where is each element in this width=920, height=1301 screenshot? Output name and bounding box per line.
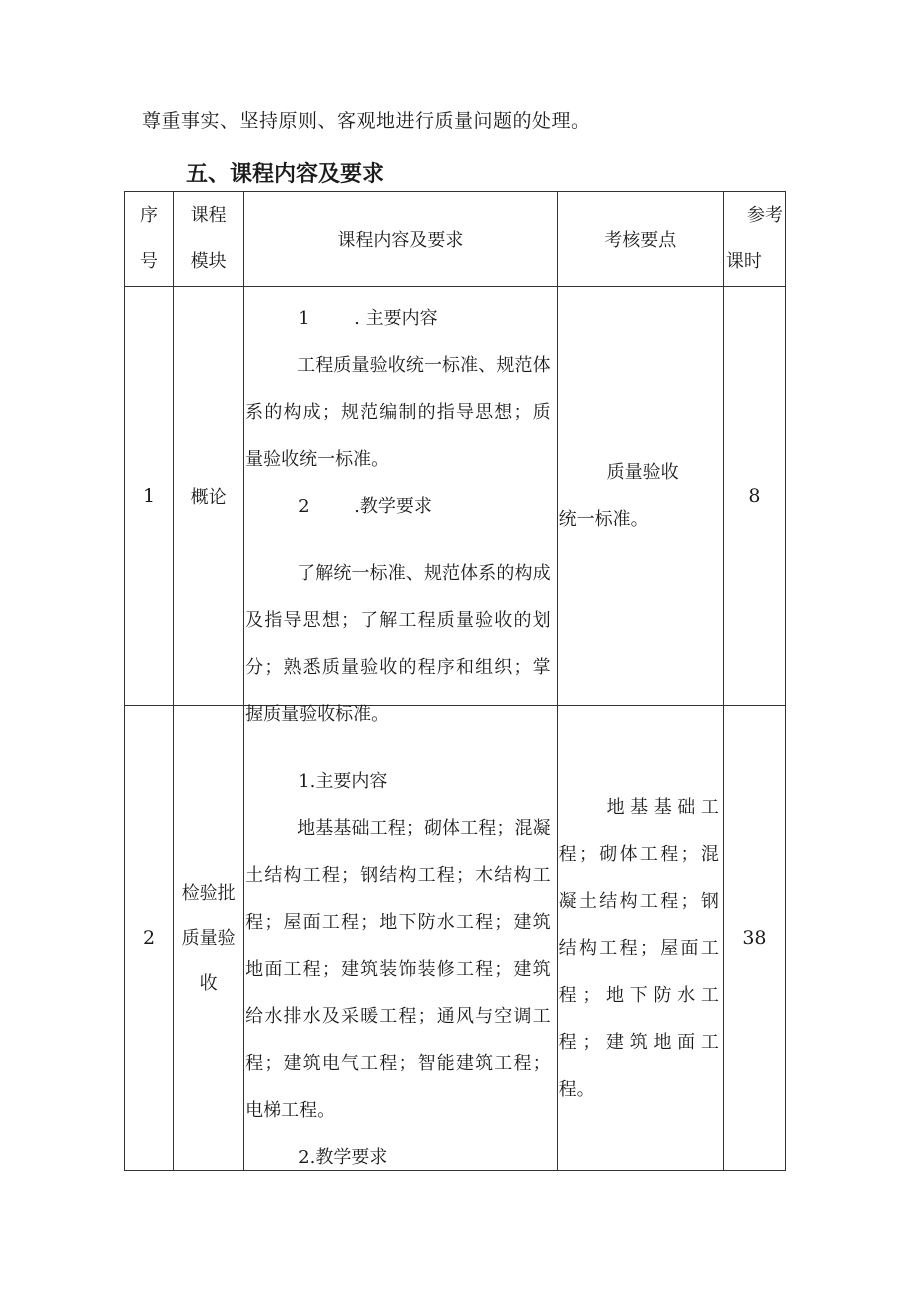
module-line1: 检验批 — [181, 882, 236, 904]
content-subheading-num: 1 — [298, 308, 310, 329]
course-table — [124, 191, 786, 1171]
content-paragraph: 工程质量验收统一标准、规范体系的构成；规范编制的指导思想；质量验收统一标准。 — [245, 355, 551, 470]
header-no — [125, 192, 174, 287]
content-subheading: 1.主要内容 — [298, 771, 388, 792]
header-module-line2: 模块 — [190, 251, 227, 272]
table-header-row — [125, 192, 786, 287]
content-subheading: 2.教学要求 — [298, 1147, 388, 1168]
key-points-line2: 统一标准。 — [558, 509, 649, 530]
row-module — [174, 706, 244, 1171]
header-key-points: 考核要点 — [557, 192, 723, 287]
key-points-text: 地基基础工程；砌体工程；混凝土结构工程；钢结构工程；屋面工程；地下防水工程；建筑地面工程。 — [558, 797, 719, 1100]
row-no: 2 — [125, 706, 174, 1171]
intro-text: 尊重事实、坚持原则、客观地进行质量问题的处理。 — [142, 110, 591, 132]
table-row — [125, 287, 786, 706]
section-title: 五、课程内容及要求 — [186, 162, 385, 187]
module-line2: 质量验 — [181, 927, 236, 949]
header-content: 课程内容及要求 — [244, 192, 557, 287]
content-subheading — [244, 295, 556, 342]
row-hours: 8 — [723, 287, 785, 706]
module-line3: 收 — [199, 972, 218, 994]
header-hours-line1: 参考 — [747, 205, 783, 226]
content-subheading — [244, 483, 556, 530]
key-points-line1: 质量验收 — [606, 462, 679, 483]
content-subheading-num: 2 — [298, 496, 310, 517]
header-no-line1: 序 — [140, 205, 159, 226]
header-module-line1: 课程 — [190, 205, 227, 226]
row-module: 概论 — [174, 287, 244, 706]
row-key-points — [557, 287, 723, 706]
header-hours — [723, 192, 785, 287]
content-paragraph: 了解统一标准、规范体系的构成及指导思想；了解工程质量验收的划分；熟悉质量验收的程序和组织；掌握质量验收标准。 — [245, 563, 551, 725]
row-content — [244, 706, 557, 1171]
row-hours: 38 — [723, 706, 785, 1171]
content-paragraph: 地基基础工程；砌体工程；混凝土结构工程；钢结构工程；木结构工程；屋面工程；地下防水工程；建筑地面工程；建筑装饰装修工程；建筑给水排水及采暖工程；通风与空调工程；建筑电气工程；智能建筑工程；电梯工程。 — [245, 818, 551, 1121]
content-subheading-text: .教学要求 — [354, 496, 432, 517]
row-key-points — [557, 706, 723, 1171]
header-no-line2: 号 — [140, 251, 159, 272]
header-hours-line2: 课时 — [725, 251, 762, 272]
row-no: 1 — [125, 287, 174, 706]
table-row — [125, 706, 786, 1171]
header-module — [174, 192, 244, 287]
row-content — [244, 287, 557, 725]
content-subheading-text: . 主要内容 — [354, 308, 438, 329]
